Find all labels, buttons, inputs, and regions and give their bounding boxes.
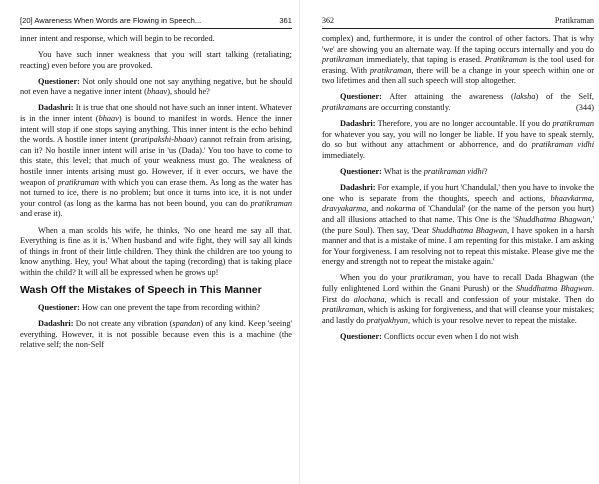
left-page-body [20,29,292,351]
term: pratikraman [552,119,594,129]
speaker-label: Questioner: [38,302,80,312]
right-page-number: 362 [322,16,334,25]
term: pratikraman [322,55,364,65]
term: pratikraman vidhi [531,140,594,150]
term: pratipakshi-bhaav [133,135,195,145]
paragraph: complex) and, furthermore, it is under the control of other factors. That is why 'we' are showing you an alternate way. If the taping occurs internally and you do pratikraman immediately, that taping is erased. Pratikraman is the tool used for erasing. With pratikraman, there will be a change in your speech within one or two lifetimes and then all such speech will stop altogether. [322,34,594,86]
term: Shuddhatma Bhagwan [431,225,507,235]
paragraph: inner intent and response, which will begin to be recorded. [20,34,215,43]
speaker-label: Dadashri: [340,183,376,193]
term: pratikraman [322,305,364,315]
questioner-paragraph: Questioner: After attaining the awareness (laksha) of the Self, pratikramans are occurring constantly. (344) [322,92,594,113]
speaker-label: Questioner: [340,331,382,341]
term: pratikraman [250,198,292,208]
dadashri-paragraph: Dadashri: Do not create any vibration (spandan) of any kind. Keep 'seeing' everything. However, it is not possible because even this is a machine (the relative self; the non-Self [20,319,292,350]
right-page-body [322,29,594,342]
paragraph: When you do your pratikraman, you have to recall Dada Bhagwan (the fully enlightened Lord within the Gnani Purush) or the Shuddhatma Bhagwan. First do alochana, which is recall and confession of your mistake. Then do pratikraman, which is asking for forgiveness, and that will cleanse your mistakes; and lastly do pratyakhyan, which is your resolve never to repeat the mistake. [322,273,594,325]
book-gutter [299,0,300,484]
left-page-number: 361 [279,16,292,25]
speaker-label: Dadashri: [38,103,74,113]
questioner-paragraph: Questioner: Conflicts occur even when I do not wish [340,331,519,341]
right-running-title: Pratikraman [554,16,594,25]
term: pratikraman [369,65,412,75]
term: bhaav [146,87,168,97]
term: Shuddhatma Bhagwan [515,283,592,293]
term: Pratikraman [484,55,528,65]
section-heading: Wash Off the Mistakes of Speech in This Manner [20,283,262,296]
right-page-header [322,0,594,29]
paragraph: When a man scolds his wife, he thinks, 'No one heard me say all that. Everything is fine as it is.' When husband and wife fight, they will say all kinds of things in front of their little children. They think the children are too young to know anything. Hey, you! What about the taping (recording) that is taking place within the child? It will all be expressed when he grows up! [20,225,292,277]
speaker-label: Questioner: [340,167,382,177]
term: pratyakhyan [366,315,408,325]
term: pratikramans [322,103,367,113]
term: spandan [172,319,201,329]
questioner-paragraph: Questioner: Not only should one not say anything negative, but he should not even have a negative inner intent (bhaav), should he? [20,76,292,97]
paragraph: You have such inner weakness that you will start talking (retaliating; reacting) even before you are provoked. [20,50,292,70]
term: Shuddhatma Bhagwan [514,214,591,224]
term: bhaav [98,114,119,124]
questioner-paragraph: Questioner: What is the pratikraman vidhi? [340,167,488,177]
speaker-label: Questioner: [340,92,382,102]
term: pratikraman [57,177,99,187]
speaker-label: Dadashri: [38,319,74,329]
questioner-paragraph: Questioner: How can one prevent the tape from recording within? [38,302,260,312]
speaker-label: Dadashri: [340,119,376,129]
left-page-header [20,0,292,29]
dadashri-paragraph: Dadashri: Therefore, you are no longer accountable. If you do pratikraman for whatever you say, you will no longer be liable. If you have to speak sternly, do so but without any attachment or abhorrence, and do pratikraman vidhi immediately. [322,119,594,160]
term: alochana [353,294,385,304]
left-running-title: [20] Awareness When Words are Flowing in Speech... [20,16,202,25]
dadashri-paragraph: Dadashri: For example, if you hurt 'Chandulal,' then you have to invoke the one who is separate from the thoughts, speech and actions, bhaavkarma, dravyakarma, and nokarma of 'Chandulal' (or the name of the person you hurt) and all illusions attached to that name. This One is the 'Shuddhatma Bhagwan,' (the pure Soul). Then say, 'Dear Shuddhatma Bhagwan, I have spoken in a harsh manner and that is a mistake of mine. I am repenting for this mistake. I am asking for Your forgiveness. I am resolving not to repeat this mistake. Please give me the energy and strength not to repeat the mistake again.' [322,183,594,267]
term: bhaavkarma, dravyakarma, [322,193,594,214]
term: nokarma [386,204,416,214]
term: pratikraman vidhi [423,167,484,177]
right-page [322,0,594,484]
verse-number: (344) [576,103,594,113]
term: pratikraman [410,273,452,283]
dadashri-paragraph: Dadashri: It is true that one should not have such an inner intent. Whatever is in the inner intent (bhaav) is bound to manifest in words. Hence the inner intent will stop if one stops saying anything. This inner intent is the echo behind the words. A hostile inner intent (pratipakshi-bhaav) cannot refrain from arising, can it? No hostile inner intent will arise in 'us (Dada).' You too have to come to this state, this level; that much of your weakness must go. The weakness of hostile inner intents arising must go. However, if it ever occurs, we have the weapon of pratikraman with which you can erase them. As long as the water has not turned to ice, there is no problem; but once it turns into ice, it is not under your control (as long as the karma has not been bound, you can do pratikraman and erase it). [20,103,292,219]
speaker-label: Questioner: [38,76,80,86]
left-page [20,0,292,484]
term: laksha [513,92,536,102]
